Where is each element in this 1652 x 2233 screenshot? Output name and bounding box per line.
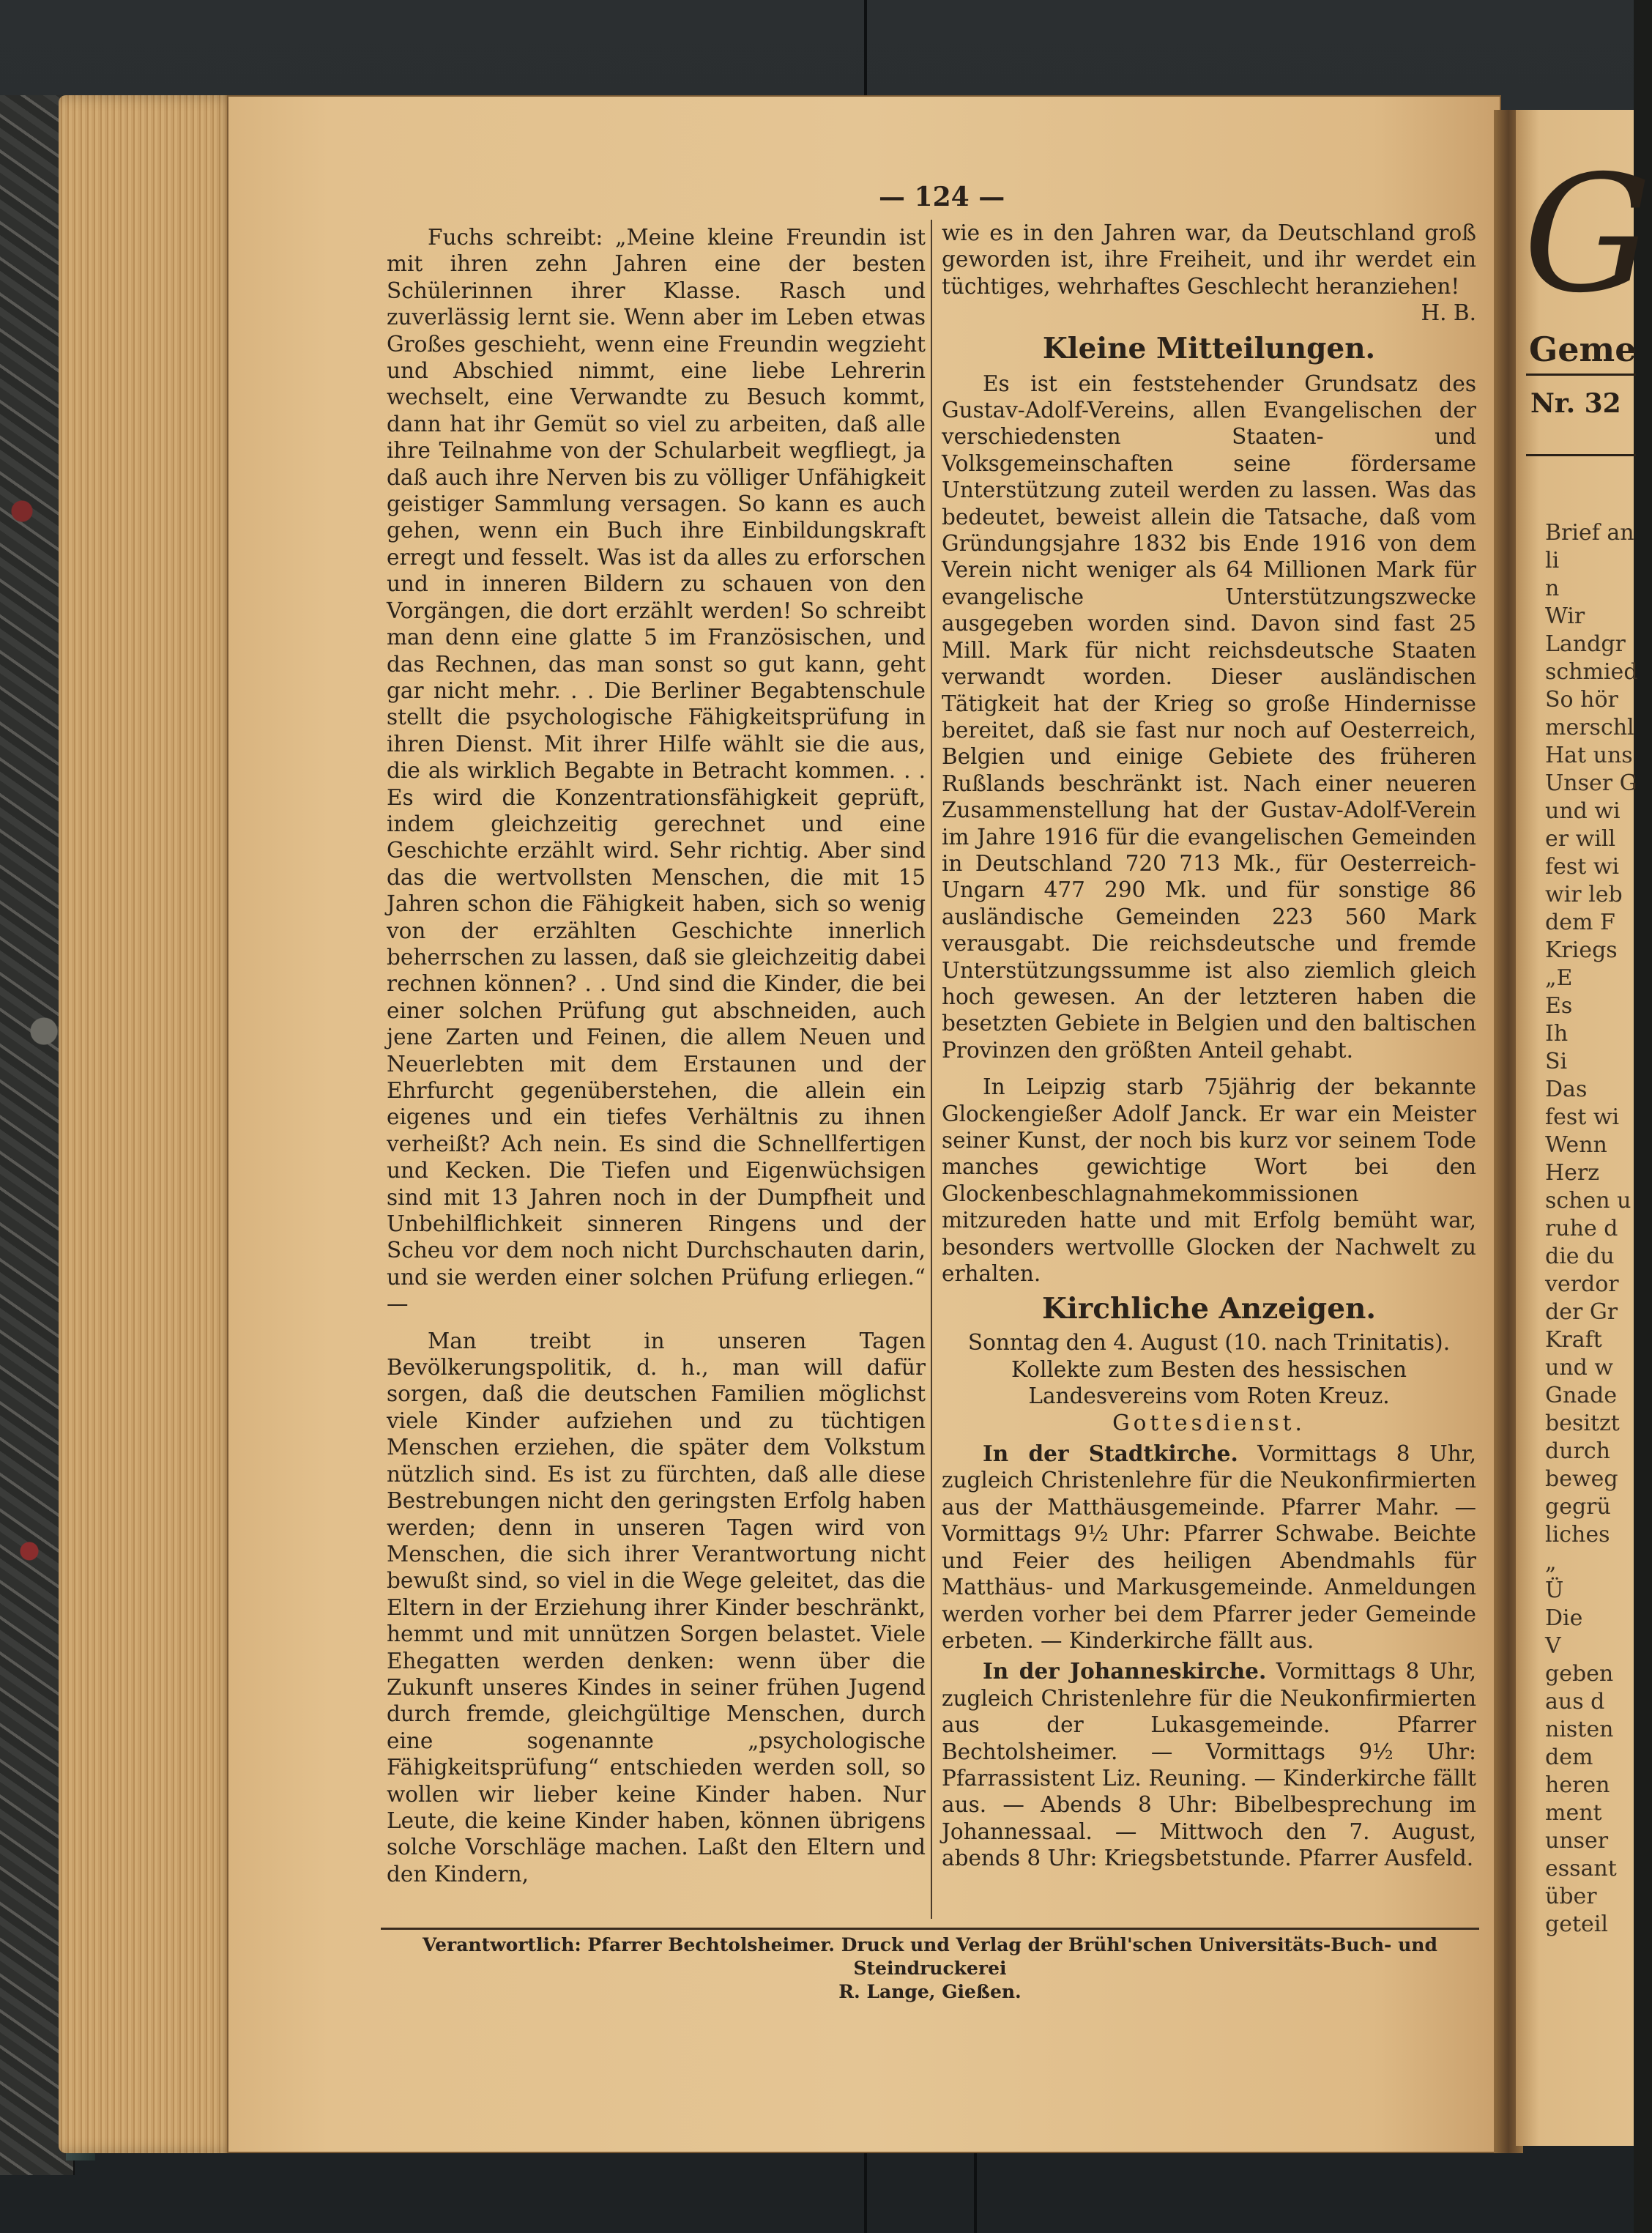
facing-page-line: ment	[1545, 1800, 1602, 1826]
masthead-rule	[1526, 374, 1636, 376]
facing-page-line: besitzt	[1545, 1411, 1620, 1436]
facing-page-line: Wir	[1545, 603, 1585, 629]
facing-page-line: schmied	[1545, 659, 1638, 685]
notice-paragraph: In Leipzig starb 75jährig der bekannte Glockengießer Adolf Janck. Er war ein Meister seiner Kunst, der noch bis kurz vor seinem Tode manches gewichtige Wort bei den Glockenbeschlagnahmekommissionen mitzureden hatte und mit Erfolg bemüht war, besonders wertvollle Glocken der Nachwelt zu erhalten.	[942, 1074, 1476, 1287]
facing-page-line: Es	[1545, 993, 1573, 1019]
stadtkirche-text: Vormittags 8 Uhr, zugleich Christenlehre für die Neukonfirmierten aus der Matthäusgemeinde. Pfarrer Mahr. — Vormittags 9½ Uhr: Pfarrer Schwabe. Beichte und Feier des heiligen Abendmahls für Matthäus- und Markusgemeinde. Anmeldungen werden vorher bei dem Pfarrer jeder Gemeinde erbeten. — Kinderkirche fällt aus.	[942, 1441, 1476, 1653]
facing-page-line: und wi	[1545, 798, 1621, 824]
facing-page-line: nisten	[1545, 1717, 1614, 1742]
facing-page-line: Gnade	[1545, 1383, 1618, 1408]
facing-page-line: geben	[1545, 1661, 1614, 1687]
facing-page-line: So hör	[1545, 687, 1618, 713]
facing-page-line: aus d	[1545, 1689, 1605, 1714]
facing-page-line: schen u	[1545, 1188, 1631, 1214]
facing-page-line: Kriegs	[1545, 937, 1618, 963]
service-heading: Gottesdienst.	[1112, 1410, 1306, 1435]
johanneskirche-text: Vormittags 8 Uhr, zugleich Christenlehre für die Neukonfirmierten aus der Lukasgemeinde. Pfarrer Bechtolsheimer. — Vormittags 9½ Uhr: Pfarrassistent Liz. Reuning. — Kinderkirche fällt aus. — Abends 8 Uhr: Bibelbesprechung im Johannessaal. — Mittwoch den 7. August, abends 8 Uhr: Kriegsbetstunde. Pfarrer Ausfeld.	[942, 1659, 1476, 1871]
facing-page-line: geteil	[1545, 1911, 1608, 1937]
facing-page-line: der Gr	[1545, 1299, 1618, 1325]
facing-page-line: Das	[1545, 1077, 1588, 1102]
stadtkirche-label: In der Stadtkirche.	[983, 1441, 1238, 1467]
facing-page-line: Wenn	[1545, 1132, 1607, 1158]
facing-page-line: fest wi	[1545, 854, 1620, 880]
continuation-text: wie es in den Jahren war, da Deutschland groß geworden ist, ihre Freiheit, und ihr werdet ein tüchtiges, wehrhaftes Geschlecht heranziehen!	[942, 220, 1476, 299]
facing-page-line: unser	[1545, 1828, 1609, 1854]
facing-page-line: die du	[1545, 1244, 1615, 1269]
article-paragraph: Fuchs schreibt: „Meine kleine Freundin ist mit ihren zehn Jahren eine der besten Schülerinnen ihrer Klasse. Rasch und zuverlässig lernt sie. Wenn aber im Leben etwas Großes geschieht, wenn eine Freundin wegzieht und Abschied nimmt, eine liebe Lehrerin wechselt, eine Verwandte zu Besuch kommt, dann hat ihr Gemüt so viel zu arbeiten, daß alle ihre Teilnahme von der Schularbeit wegfliegt, ja daß auch ihre Nerven bis zu völliger Unfähigkeit geistiger Sammlung versagen. So kann es auch gehen, wenn ein Buch ihre Einbildungskraft erregt und fesselt. Was ist da alles zu erforschen und in inneren Bildern zu schauen von den Vorgängen, die dort erzählt werden! So schreibt man denn eine glatte 5 im Französischen, und das Rechnen, das man sonst so gut kann, geht gar nicht mehr. . . Die Berliner Begabtenschule stellt die psychologische Fähigkeitsprüfung in ihren Dienst. Mit ihrer Hilfe wählt sie die aus, die als wirklich Begabte in Betracht kommen. . . Es wird die Konzentrationsfähigkeit geprüft, indem gleichzeitig gerechnet und eine Geschichte erzählt wird. Sehr richtig. Aber sind das die wertvollsten Menschen, die mit 15 Jahren schon die Fähigkeit haben, sich so wenig von der erzählten Geschichte innerlich beherrschen zu lassen, daß sie gleichzeitig dabei rechnen können? . . Und sind die Kinder, die bei einer solchen Prüfung gut abschneiden, auch jene Zarten und Feinen, die allem Neuen und Neuerlebten mit dem Erstaunen und der Ehrfurcht gegenüberstehen, die allein ein eigenes und ein tiefes Verhältnis zu ihnen verheißt? Ach nein. Es sind die Schnellfertigen und Kecken. Die Tiefen und Eigenwüchsigen sind mit 13 Jahren noch in der Dumpfheit und Unbehilflichkeit sinneren Ringens und der Scheu vor dem noch nicht Durchschauten darin, und sie werden einer solchen Prüfung erliegen.“ —	[387, 225, 926, 1317]
section-heading-mitteilungen: Kleine Mitteilungen.	[1042, 331, 1376, 365]
page-edges	[59, 95, 234, 2153]
facing-page-line: Herz	[1545, 1160, 1600, 1186]
facing-page-line: fest wi	[1545, 1104, 1620, 1130]
facing-page-line: er will	[1545, 826, 1616, 852]
stadtkirche-notice	[942, 1441, 1476, 1654]
facing-page-line: „E	[1545, 965, 1573, 991]
facing-page-line: li	[1545, 548, 1560, 573]
facing-page-line: heren	[1545, 1772, 1610, 1798]
facing-page-line: verdor	[1545, 1271, 1619, 1297]
section-heading-anzeigen: Kirchliche Anzeigen.	[1042, 1292, 1376, 1326]
notice-paragraph: Es ist ein feststehender Grundsatz des Gustav-Adolf-Vereins, allen Evangelischen der verschiedensten Staaten- und Volksgemeinschaften seine fördersame Unterstützung zuteil werden zu lassen. Was das bedeutet, beweist allein die Tatsache, daß vom Gründungsjahre 1832 bis Ende 1916 von dem Verein nicht weniger als 64 Millionen Mark für evangelische Unterstützungszwecke ausgegeben worden sind. Davon sind fast 25 Mill. Mark für nicht reichsdeutsche Staaten verwandt worden. Dieser ausländischen Tätigkeit hat der Krieg so große Hindernisse bereitet, daß sie fast nur noch auf Oesterreich, Belgien und einige Gebiete des früheren Rußlands beschränkt ist. Nach einer neueren Zusammenstellung hat der Gustav-Adolf-Verein im Jahre 1916 für die evangelischen Gemeinden in Deutschland 720 713 Mk., für Oesterreich-Ungarn 477 290 Mk. und für sonstige 86 ausländische Gemeinden 223 560 Mark verausgabt. Die reichsdeutsche und fremde Unterstützungssumme ist also ziemlich gleich hoch gewesen. An der letzteren haben die besetzten Gebiete in Belgien und den baltischen Provinzen den größten Anteil gehabt.	[942, 371, 1476, 1063]
facing-page-line: merschl	[1545, 715, 1634, 740]
facing-page-line: Ü	[1545, 1578, 1564, 1603]
facing-page-line: Brief an	[1545, 520, 1634, 546]
column-rule	[931, 220, 932, 1919]
facing-page-line: V	[1545, 1633, 1561, 1659]
imprint-line: R. Lange, Gießen.	[838, 1981, 1022, 2002]
author-signature: H. B.	[1421, 300, 1476, 326]
facing-page-line: n	[1545, 576, 1560, 601]
facing-page-line: beweg	[1545, 1466, 1618, 1492]
facing-page-line: ruhe d	[1545, 1216, 1618, 1241]
facing-page-line: Ih	[1545, 1021, 1569, 1047]
masthead-initial: G	[1523, 141, 1652, 328]
imprint-line: Verantwortlich: Pfarrer Bechtolsheimer. Druck und Verlag der Brühl'schen Universitäts-Buch- und Steindruckerei	[423, 1934, 1437, 1979]
johanneskirche-label: In der Johanneskirche.	[983, 1658, 1267, 1684]
facing-page-line: Kraft	[1545, 1327, 1602, 1353]
footer-rule	[381, 1928, 1479, 1930]
left-column	[387, 220, 926, 1887]
facing-page-line: Unser G	[1545, 770, 1637, 796]
facing-page-line: über	[1545, 1884, 1597, 1909]
issue-number: Nr. 32	[1530, 388, 1621, 419]
masthead-fragment: Geme	[1529, 330, 1637, 369]
facing-page-line: „	[1545, 1550, 1557, 1575]
article-paragraph: Man treibt in unseren Tagen Bevölkerungspolitik, d. h., man will dafür sorgen, daß die deutschen Familien möglichst viele Kinder aufziehen und zu tüchtigen Menschen erziehen, die später dem Volkstum nützlich sind. Es ist zu fürchten, daß alle diese Bestrebungen nicht den geringsten Erfolg haben werden; denn in unseren Tagen wird von Menschen, die sich ihrer Verantwortung nicht bewußt sind, so viel in die Wege geleitet, das die Eltern in der Erziehung ihrer Kinder beschränkt, hemmt und mit unnützen Sorgen belastet. Viele Ehegatten werden denken: wenn über die Zukunft unseres Kindes in seiner frühen Jugend durch fremde, gleichgültige Menschen, durch eine sogenannte „psychologische Fähigkeitsprüfung“ entschieden werden soll, so wollen wir lieber keine Kinder haben. Nur Leute, die keine Kinder haben, können übrigens solche Vorschläge machen. Laßt den Eltern und den Kindern,	[387, 1328, 926, 1887]
page-number: — 124 —	[879, 182, 1005, 212]
facing-page-line: und w	[1545, 1355, 1614, 1381]
imprint-footer	[381, 1933, 1479, 2004]
masthead-rule	[1526, 454, 1636, 456]
facing-page	[1516, 110, 1652, 2146]
facing-page-line: dem	[1545, 1745, 1593, 1770]
facing-page-line: durch	[1545, 1438, 1610, 1464]
facing-page-line: Hat uns	[1545, 743, 1633, 768]
sunday-line: Sonntag den 4. August (10. nach Trinitatis).	[967, 1330, 1451, 1356]
johanneskirche-notice	[942, 1658, 1476, 1871]
facing-page-line: liches	[1545, 1522, 1610, 1548]
article-continuation	[942, 220, 1476, 327]
facing-page-line: gegrü	[1545, 1494, 1611, 1520]
facing-page-line: wir leb	[1545, 882, 1623, 907]
facing-page-line: dem F	[1545, 910, 1615, 935]
right-column	[942, 220, 1476, 1872]
facing-page-line: Si	[1545, 1049, 1568, 1074]
facing-page-line: Landgr	[1545, 631, 1626, 657]
facing-page-line: Die	[1545, 1605, 1583, 1631]
facing-page-line: essant	[1545, 1856, 1617, 1881]
collection-line: Kollekte zum Besten des hessischen Landesvereins vom Roten Kreuz.	[1011, 1356, 1407, 1409]
